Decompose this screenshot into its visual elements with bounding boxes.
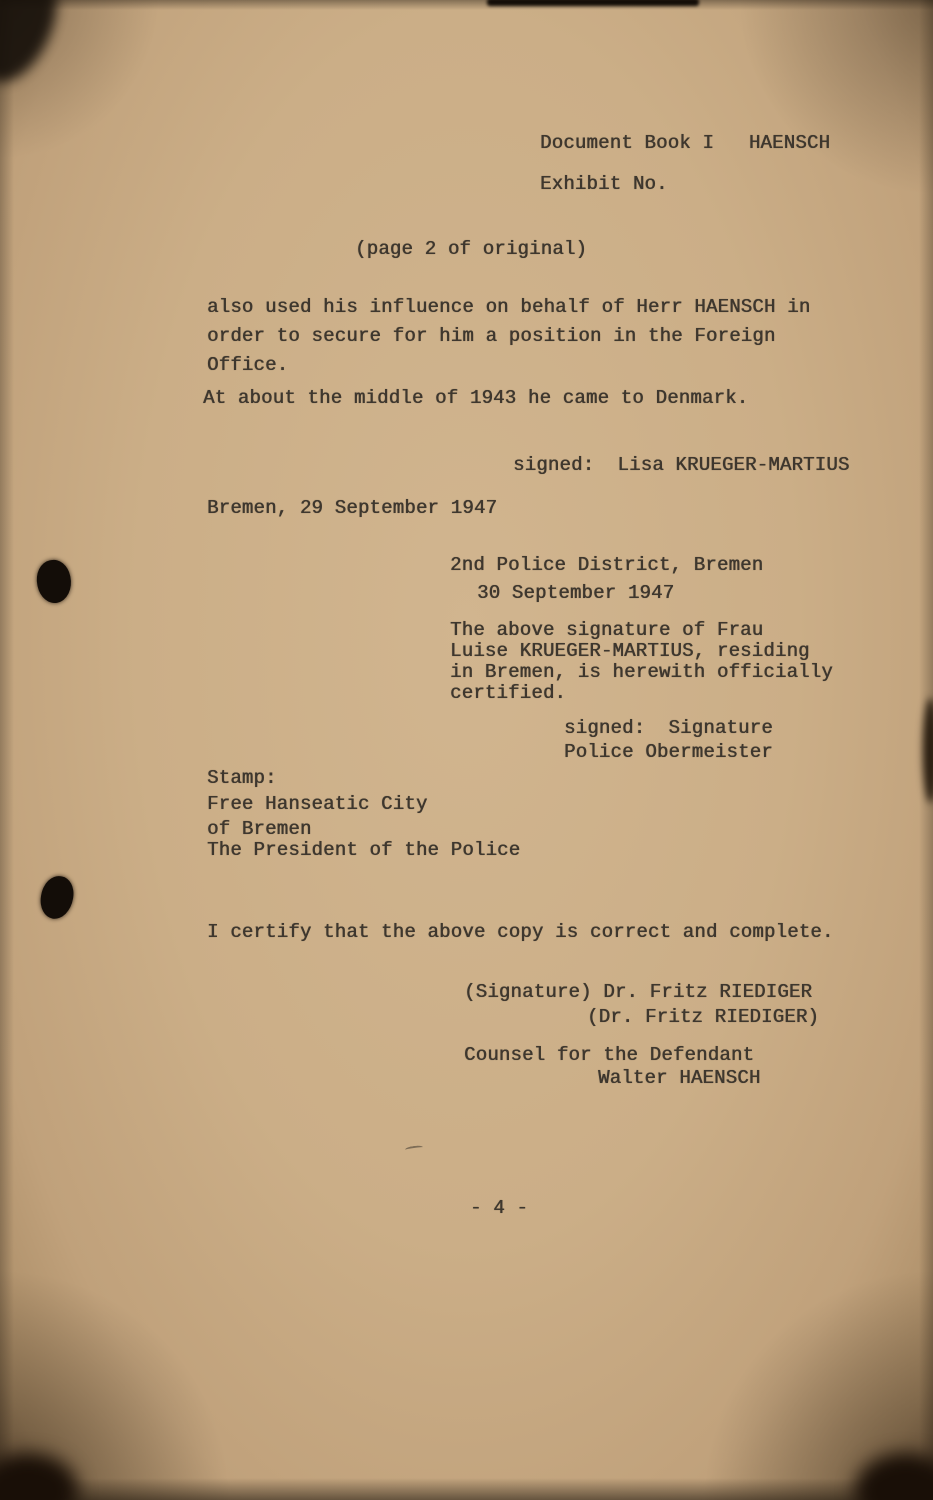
attestation-name-line: (Dr. Fritz RIEDIGER) [587, 1006, 820, 1028]
certification-date-line: 30 September 1947 [477, 582, 675, 604]
scan-right-edge-mark [923, 698, 933, 803]
affidavit-paragraph-line: also used his influence on behalf of Herr HAENSCH in [207, 296, 811, 318]
attestation-counsel-line: Counsel for the Defendant [464, 1044, 755, 1066]
certification-district-line: 2nd Police District, Bremen [450, 554, 764, 576]
certification-body-line: in Bremen, is herewith officially [450, 661, 833, 683]
certification-title-line: Police Obermeister [564, 741, 773, 763]
attestation-certify-line: I certify that the above copy is correct and complete. [207, 921, 834, 943]
attestation-defendant-line: Walter HAENSCH [598, 1067, 761, 1089]
certification-body-line: certified. [450, 682, 567, 704]
stamp-label: Stamp: [207, 767, 277, 789]
stamp-line: The President of the Police [207, 839, 521, 861]
affidavit-signed-line: signed: Lisa KRUEGER-MARTIUS [513, 454, 850, 476]
scan-bottom-left-smudge [0, 1453, 78, 1500]
hole-punch-top [33, 557, 75, 606]
scan-stray-mark [405, 1145, 424, 1152]
affidavit-paragraph-line: order to secure for him a position in the Foreign [207, 325, 776, 347]
scan-bottom-right-smudge [855, 1453, 933, 1500]
affidavit-paragraph-line: Office. [207, 354, 289, 376]
page-number: - 4 - [470, 1197, 529, 1219]
page-reference-line: (page 2 of original) [355, 238, 588, 260]
stamp-line: of Bremen [207, 818, 312, 840]
affidavit-denmark-line: At about the middle of 1943 he came to Denmark. [203, 387, 749, 409]
scan-top-edge-mark [487, 0, 699, 6]
hole-punch-bottom [38, 874, 76, 921]
stamp-line: Free Hanseatic City [207, 793, 428, 815]
header-exhibit-line: Exhibit No. [540, 173, 668, 195]
scan-corner-smudge [0, 0, 73, 94]
certification-signed-line: signed: Signature [564, 717, 773, 739]
attestation-signature-line: (Signature) Dr. Fritz RIEDIGER [464, 981, 813, 1003]
affidavit-place-date-line: Bremen, 29 September 1947 [207, 497, 498, 519]
certification-body-line: Luise KRUEGER-MARTIUS, residing [450, 640, 810, 662]
certification-body-line: The above signature of Frau [450, 619, 764, 641]
header-document-book-line: Document Book I HAENSCH [540, 132, 831, 154]
